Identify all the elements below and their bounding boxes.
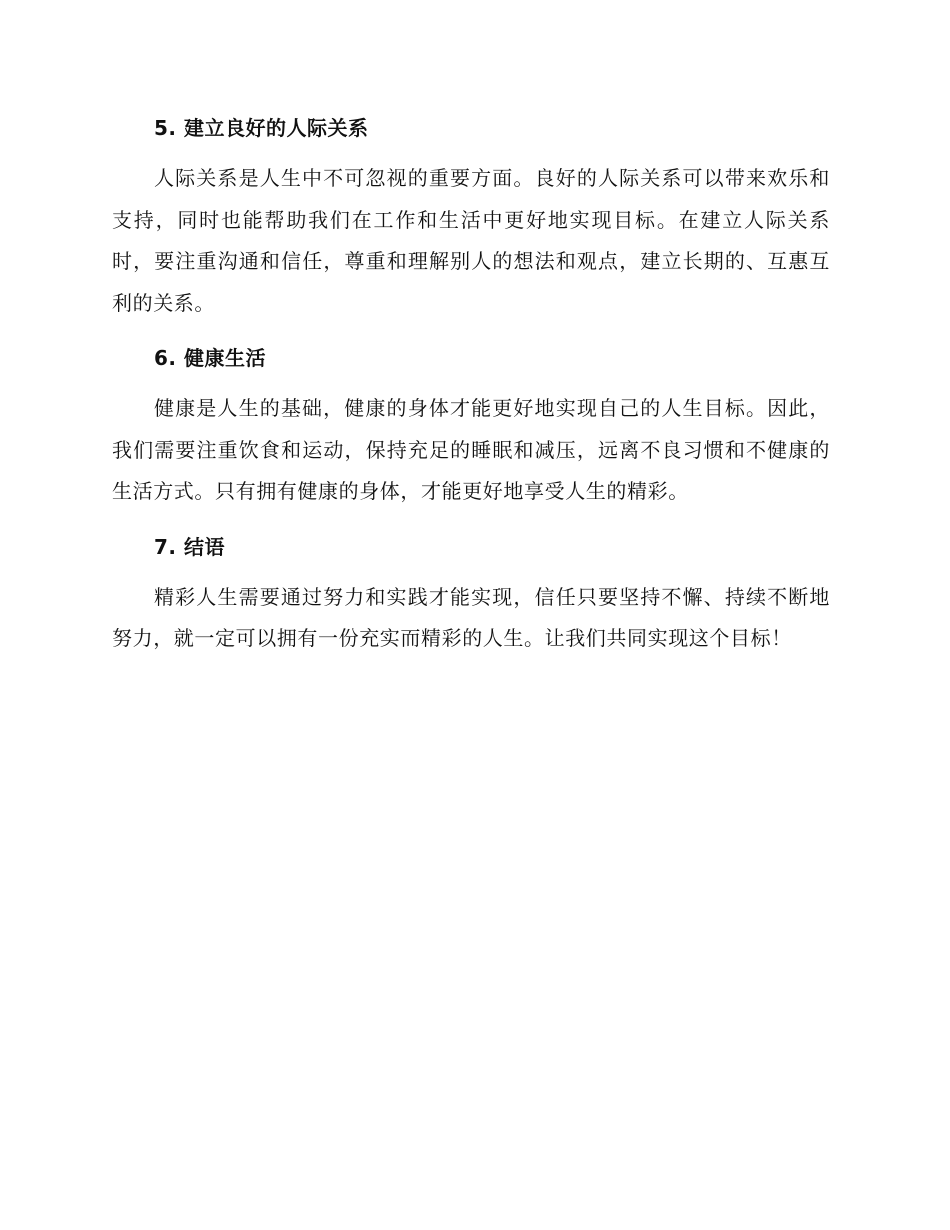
section-paragraph: 健康是人生的基础，健康的身体才能更好地实现自己的人生目标。因此，我们需要注重饮食和运动，保持充足的睡眠和减压，远离不良习惯和不健康的生活方式。只有拥有健康的身体，才能更好地享受人生的精彩。 xyxy=(112,396,830,503)
section-paragraph: 人际关系是人生中不可忽视的重要方面。良好的人际关系可以带来欢乐和支持，同时也能帮助我们在工作和生活中更好地实现目标。在建立人际关系时，要注重沟通和信任，尊重和理解别人的想法和观点，建立长期的、互惠互利的关系。 xyxy=(112,166,830,315)
section-interpersonal xyxy=(112,108,830,324)
section-heading: 7. 结语 xyxy=(154,534,225,559)
section-paragraph: 精彩人生需要通过努力和实践才能实现，信任只要坚持不懈、持续不断地努力，就一定可以拥有一份充实而精彩的人生。让我们共同实现这个目标！ xyxy=(112,584,830,650)
section-conclusion xyxy=(112,527,830,660)
section-heading: 6. 健康生活 xyxy=(154,346,266,370)
document-content xyxy=(112,108,830,674)
section-health xyxy=(112,338,830,513)
section-heading: 5. 建立良好的人际关系 xyxy=(154,116,369,140)
